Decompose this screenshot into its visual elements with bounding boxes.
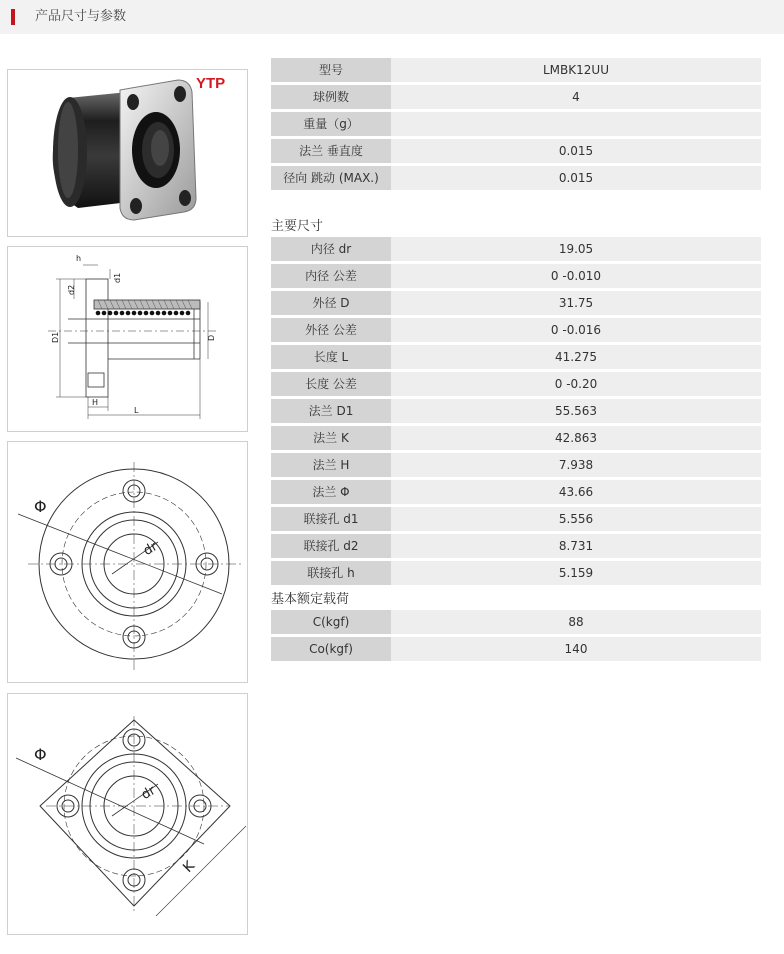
row-value: 43.66	[391, 480, 761, 507]
round-flange-drawing	[8, 442, 247, 682]
dim-label-h: h	[76, 254, 82, 263]
table-row	[271, 166, 761, 193]
dim-label-D: D	[207, 334, 216, 341]
row-value: 42.863	[391, 426, 761, 453]
row-label: 外径 D	[271, 291, 391, 318]
table-row	[271, 372, 761, 399]
row-label: 法兰 Φ	[271, 480, 391, 507]
table-row	[271, 610, 761, 637]
table-row	[271, 139, 761, 166]
row-value: 0 -0.010	[391, 264, 761, 291]
row-value: 0.015	[391, 139, 761, 166]
row-label: 内径 dr	[271, 237, 391, 264]
row-label: 长度 L	[271, 345, 391, 372]
table-row	[271, 58, 761, 85]
row-value: 0 -0.016	[391, 318, 761, 345]
row-label: 外径 公差	[271, 318, 391, 345]
row-label: 内径 公差	[271, 264, 391, 291]
table-row	[271, 480, 761, 507]
dim-label-d2: d2	[67, 284, 76, 295]
row-value: 41.275	[391, 345, 761, 372]
row-label: 联接孔 h	[271, 561, 391, 588]
dim-label-phi: Φ	[34, 497, 47, 516]
main-dims-title: 主要尺寸	[271, 219, 324, 234]
row-value: 19.05	[391, 237, 761, 264]
row-value: 0.015	[391, 166, 761, 193]
row-value: 88	[391, 610, 761, 637]
table-row	[271, 561, 761, 588]
table-row	[271, 237, 761, 264]
section-title: 产品尺寸与参数	[35, 9, 127, 24]
table-row	[271, 637, 761, 664]
row-value: 0 -0.20	[391, 372, 761, 399]
row-label: 重量（g）	[271, 112, 391, 139]
row-value: 7.938	[391, 453, 761, 480]
row-label: 球例数	[271, 85, 391, 112]
row-value: 5.159	[391, 561, 761, 588]
product-photo-panel	[7, 69, 248, 237]
row-label: 型号	[271, 58, 391, 85]
square-flange-drawing-panel	[7, 693, 248, 935]
table-row	[271, 291, 761, 318]
table-row	[271, 264, 761, 291]
dim-label-L: L	[134, 406, 139, 415]
row-value: LMBK12UU	[391, 58, 761, 85]
square-flange-drawing	[8, 694, 247, 934]
table-row	[271, 85, 761, 112]
round-flange-drawing-panel	[7, 441, 248, 683]
row-label: 联接孔 d2	[271, 534, 391, 561]
table-row	[271, 534, 761, 561]
row-value: 5.556	[391, 507, 761, 534]
row-value	[391, 112, 761, 139]
header-accent-bar	[11, 9, 15, 25]
row-label: C(kgf)	[271, 610, 391, 637]
product-photo	[8, 70, 247, 236]
row-value: 140	[391, 637, 761, 664]
main-dims-table	[271, 237, 761, 588]
side-view-drawing	[8, 247, 247, 431]
dim-label-dr: dr	[141, 539, 161, 559]
basic-spec-table	[271, 58, 761, 193]
row-value: 31.75	[391, 291, 761, 318]
row-value: 55.563	[391, 399, 761, 426]
row-value: 4	[391, 85, 761, 112]
row-value: 8.731	[391, 534, 761, 561]
row-label: 法兰 K	[271, 426, 391, 453]
table-row	[271, 426, 761, 453]
table-row	[271, 345, 761, 372]
row-label: 径向 跳动 (MAX.)	[271, 166, 391, 193]
dim-label-d1: d1	[113, 272, 122, 283]
table-row	[271, 507, 761, 534]
table-row	[271, 318, 761, 345]
row-label: 法兰 垂直度	[271, 139, 391, 166]
dim-label-dr-square: dr	[139, 783, 159, 803]
load-rating-table	[271, 610, 761, 664]
row-label: 法兰 H	[271, 453, 391, 480]
dim-label-phi-square: Φ	[34, 745, 47, 764]
row-label: 联接孔 d1	[271, 507, 391, 534]
dim-label-D1: D1	[51, 331, 60, 343]
load-title: 基本额定载荷	[271, 592, 350, 607]
table-row	[271, 112, 761, 139]
row-label: 法兰 D1	[271, 399, 391, 426]
dim-label-K: K	[180, 858, 198, 876]
side-view-drawing-panel	[7, 246, 248, 432]
table-row	[271, 453, 761, 480]
brand-logo: YTP	[196, 75, 226, 92]
row-label: 长度 公差	[271, 372, 391, 399]
table-row	[271, 399, 761, 426]
dim-label-H: H	[92, 398, 99, 407]
row-label: Co(kgf)	[271, 637, 391, 664]
section-header	[0, 0, 784, 34]
